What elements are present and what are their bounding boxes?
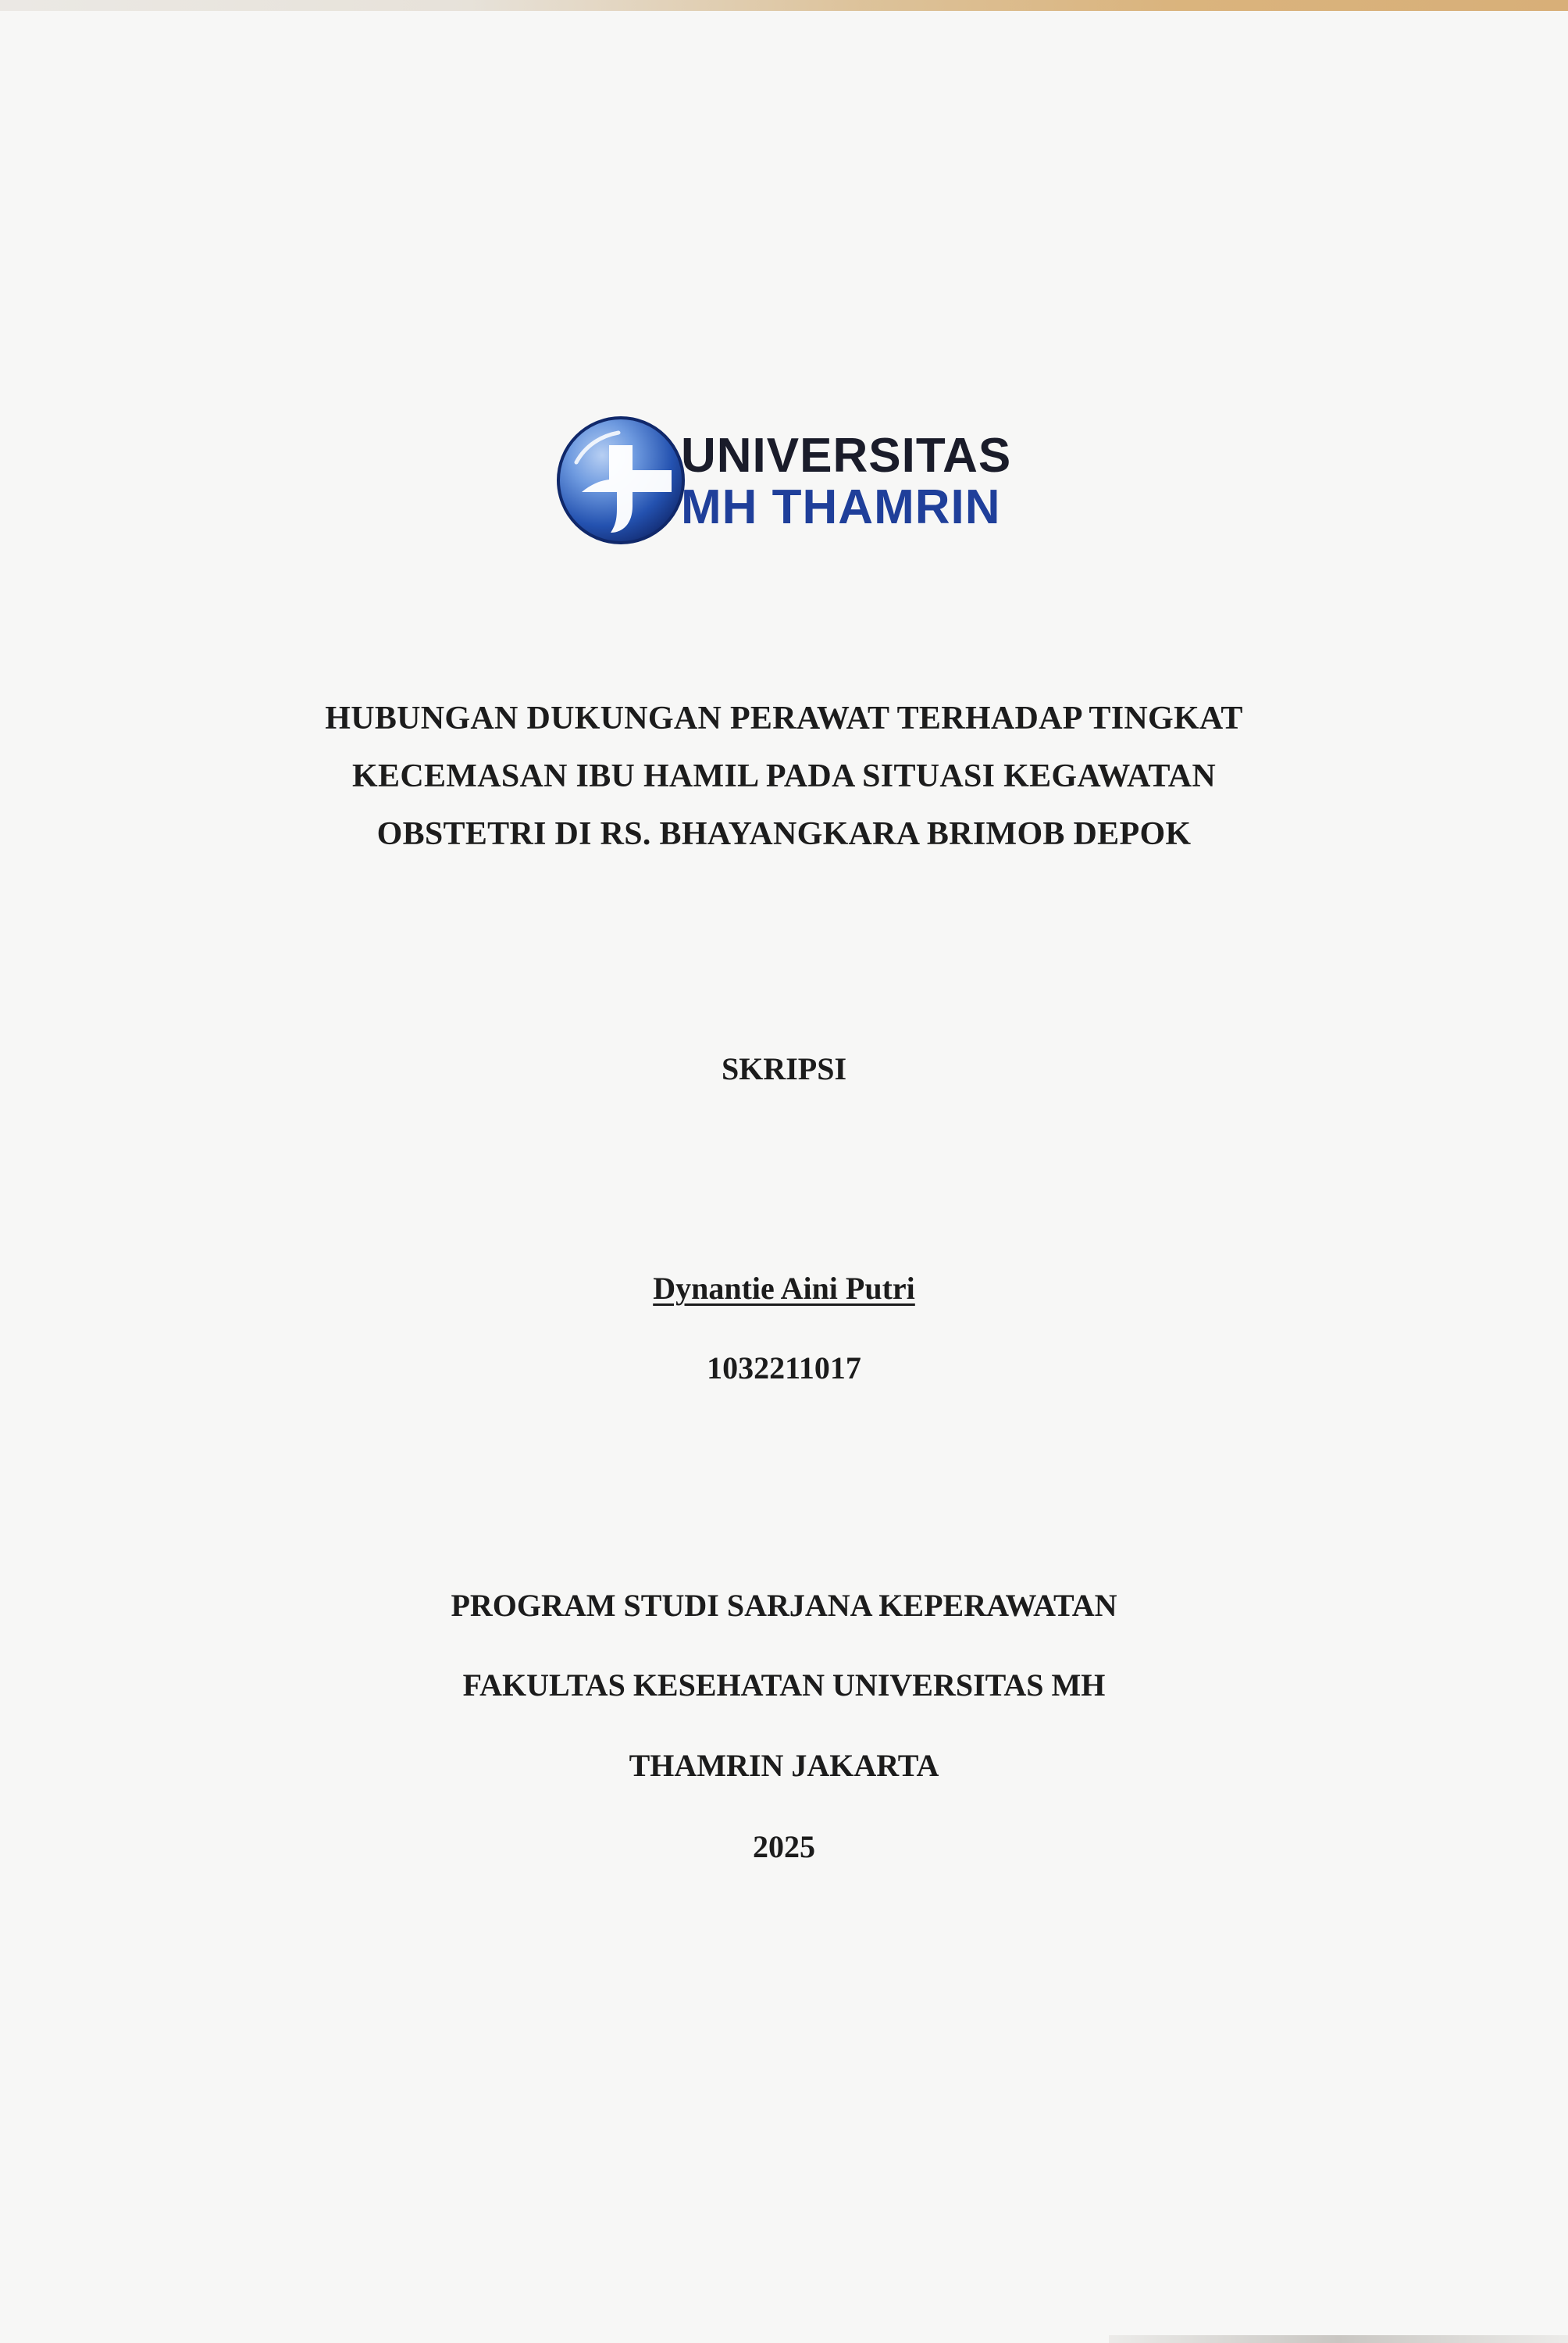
thesis-title-line-2: KECEMASAN IBU HAMIL PADA SITUASI KEGAWATAN [352, 758, 1216, 794]
logo-text-universitas: UNIVERSITAS [681, 429, 1012, 483]
institution-line-1: PROGRAM STUDI SARJANA KEPERAWATAN [451, 1588, 1117, 1623]
logo-text-mh-thamrin: MH THAMRIN [681, 480, 1001, 534]
university-logo [547, 406, 1031, 555]
institution-line-2: FAKULTAS KESEHATAN UNIVERSITAS MH [462, 1667, 1106, 1703]
globe-cross-icon [554, 414, 687, 547]
thesis-title-line-1: HUBUNGAN DUKUNGAN PERAWAT TERHADAP TINGKAT [325, 701, 1243, 736]
document-type: SKRIPSI [721, 1051, 847, 1086]
thesis-title-line-3: OBSTETRI DI RS. BHAYANGKARA BRIMOB DEPOK [376, 816, 1192, 852]
author-name-wrap [0, 1270, 1568, 1307]
institution-line-3: THAMRIN JAKARTA [629, 1748, 939, 1783]
author-name: Dynantie Aini Putri [653, 1271, 915, 1306]
year: 2025 [753, 1829, 815, 1864]
student-id: 1032211017 [707, 1350, 861, 1385]
